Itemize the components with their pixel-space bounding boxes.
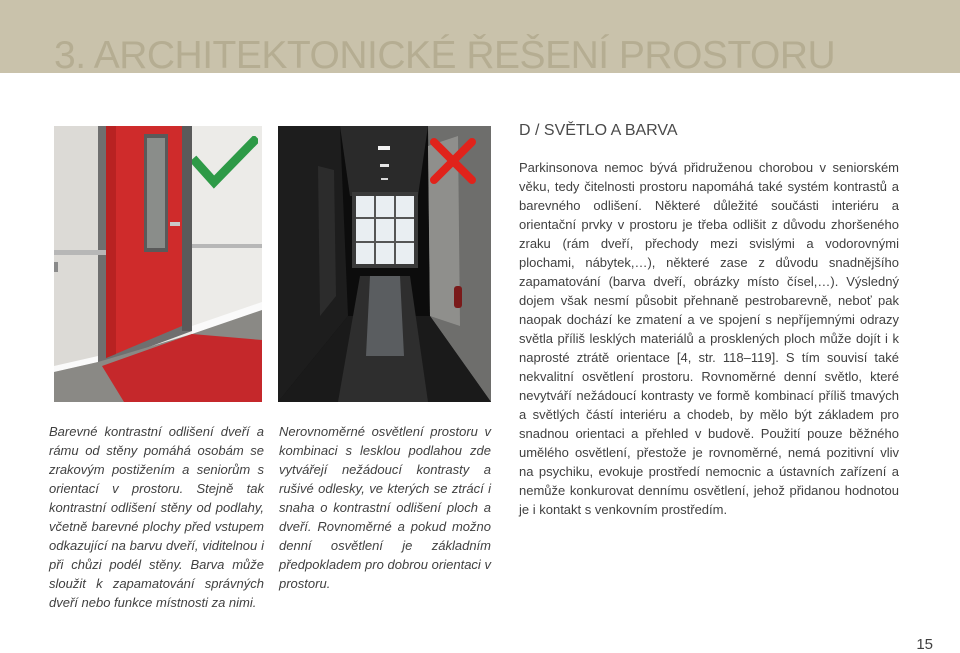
checkmark-icon xyxy=(192,136,258,190)
cross-icon xyxy=(428,136,478,186)
section-heading: D / SVĚTLO A BARVA xyxy=(519,122,678,139)
page-title: 3. ARCHITEKTONICKÉ ŘEŠENÍ PROSTORU xyxy=(54,34,836,77)
section-body-text: Parkinsonova nemoc bývá přidruženou chorobou v seniorském věku, tedy čitelnosti prostoru napomáhá také systém kontrastů a barevného odlišení. Některé důležité součásti interiéru a orientační prvky v prostoru je třeba odlišit z důvodu zhoršeného zraku (rám dveří, přechody mezi svislými a vodorovnými plochami, nábytek,…), některé zase z důvodu snadnějšího zapamatování (barva dveří, obrázky místo čísel,…). Výsledný dojem však nesmí působit přehnaně pestrobarevně, neboť pak naopak dochází ke zmatení a ve spojení s nepříjemnými odrazy světla příliš lesklých materiálů a prosklených ploch může dojít i k naprosté ztrátě orientace [4, str. 118–119]. S tím souvisí také nekvalitní osvětlení prostoru. Rovnoměrné denní světlo, které nevytváří nežádoucí kontrasty ve formě kombinací příliš tmavých a světlých částí interiéru a chodeb, by mělo být základem pro snadnou orientaci a přehled v budově. Použití pouze běžného umělého osvětlení, přestože je rovnoměrné, nemá pozitivní vliv na psychiku, evokuje prostředí nemocnic a ústavních zařízení a nemůže konkurovat dennímu osvětlení, jehož přidanou hodnotou je i kontakt s venkovním prostředím. xyxy=(519,160,899,517)
corridor-caption: Nerovnoměrné osvětlení prostoru v kombinaci s lesklou podlahou zde vytvářejí nežádoucí kontrasty a rušivé odlesky, ve kterých se ztrácí i snaha o kontrastní odlišení ploch a dveří. Rovnoměrné a pokud možno denní osvětlení je základním předpokladem pro dobrou orientaci v prostoru. xyxy=(279,424,491,591)
red-door-caption: Barevné kontrastní odlišení dveří a rámu od stěny pomáhá osobám se zrakovým postižením a seniorům s orientací v prostoru. Stejně tak kontrastní odlišení stěny od podlahy, včetně barevné plochy před vstupem odkazující na barvu dveří, viditelnou i při chůzi podél stěny. Barva může sloužit k zapamatování správných dveří nebo funkce místnosti za nimi. xyxy=(49,424,264,610)
page-number: 15 xyxy=(916,636,933,653)
